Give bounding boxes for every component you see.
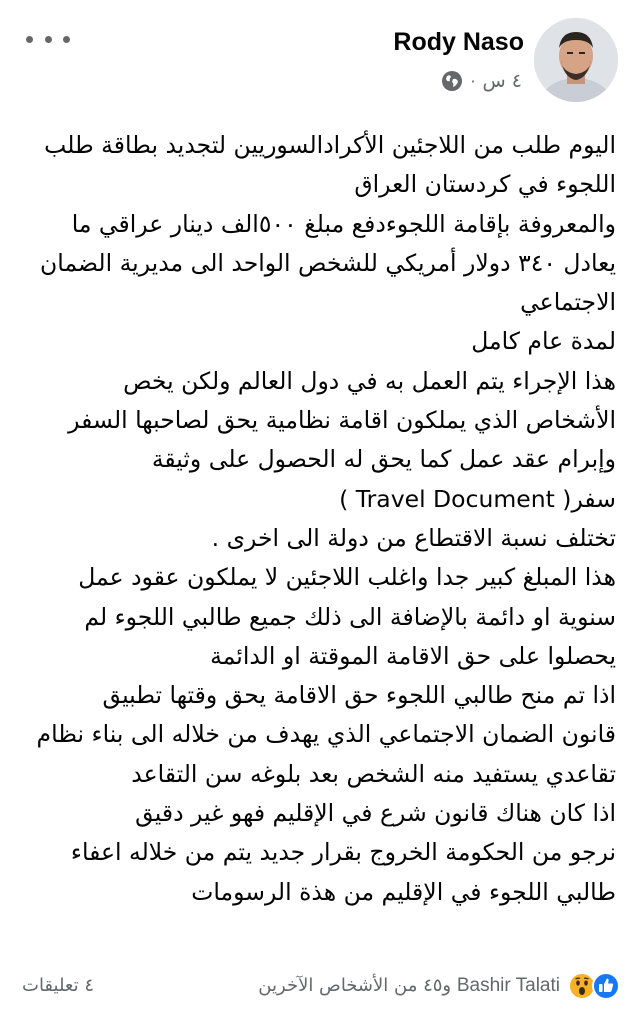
post-text-line: يحصلوا على حق الاقامة الموقتة او الدائمة: [210, 641, 616, 670]
more-horizontal-icon: [63, 36, 70, 43]
post-text-line: تختلف نسبة الاقتطاع من دولة الى اخرى .: [211, 523, 616, 552]
comments-count[interactable]: ٤ تعليقات: [22, 975, 95, 996]
post-text-line: قانون الضمان الاجتماعي الذي يهدف من خلاله الى بناء نظام: [36, 720, 616, 749]
avatar[interactable]: [534, 18, 618, 102]
post-text-line: اذا تم منح طالبي اللجوء حق الاقامة يحق وقتها تطبيق: [102, 681, 616, 710]
post-footer: [0, 966, 638, 1006]
post-text-line: الاجتماعي: [520, 288, 616, 317]
post-time[interactable]: ٤ س: [482, 70, 522, 92]
globe-icon[interactable]: [441, 70, 463, 92]
reaction-icons: [568, 972, 620, 1000]
post-meta: [441, 66, 522, 96]
post-text-line: اذا كان هناك قانون شرع في الإقليم فهو غير دقيق: [135, 799, 616, 828]
post-text-line: والمعروفة بإقامة اللجوءدفع مبلغ ٥٠٠الف دينار عراقي ما: [71, 209, 616, 238]
post-text-line: سفر( Travel Document ): [339, 484, 616, 513]
more-horizontal-icon: [45, 36, 52, 43]
post-text-line: هذا المبلغ كبير جدا واغلب اللاجئين لا يملكون عقود عمل: [78, 563, 616, 592]
post-text-line: هذا الإجراء يتم العمل به في دول العالم ولكن يخص: [123, 366, 616, 395]
reactor-name: Bashir Talati: [456, 975, 560, 996]
post-text-line: نرجو من الحكومة الخروج بقرار جديد يتم من خلاله اعفاء: [70, 838, 616, 867]
more-horizontal-icon: [26, 36, 33, 43]
post-text-line: اللجوء في كردستان العراق: [354, 170, 616, 199]
post-text-line: لمدة عام كامل: [471, 327, 616, 356]
post-text-line: سنوية او دائمة بالإضافة الى ذلك جميع طالبي اللجوء لم: [84, 602, 616, 631]
like-icon: [592, 972, 620, 1000]
post-text-line: الأشخاص الذي يملكون اقامة نظامية يحق لصاحبها السفر: [68, 406, 616, 435]
meta-separator: ·: [470, 71, 476, 91]
reactor-others: و٤٥ من الأشخاص الآخرين: [258, 975, 452, 996]
author-name[interactable]: Rody Naso: [393, 28, 524, 56]
reactions-summary[interactable]: [258, 966, 620, 1006]
post-text-line: تقاعدي يستفيد منه الشخص بعد بلوغه سن التقاعد: [131, 759, 616, 788]
post-text: [16, 126, 616, 912]
post-text-line: يعادل ٣٤٠ دولار أمريكي للشخص الواحد الى مديرية الضمان: [40, 248, 616, 277]
more-options-button[interactable]: [26, 26, 70, 52]
reaction-names: [258, 975, 560, 997]
post-text-line: اليوم طلب من اللاجئين الأكرادالسوريين لتجديد بطاقة طلب: [44, 131, 616, 159]
post-text-line: طالبي اللجوء في الإقليم من هذة الرسومات: [191, 877, 616, 906]
avatar-image: [534, 18, 618, 102]
post-header: [0, 0, 638, 112]
post-text-line: وإبرام عقد عمل كما يحق له الحصول على وثيقة: [151, 445, 616, 474]
